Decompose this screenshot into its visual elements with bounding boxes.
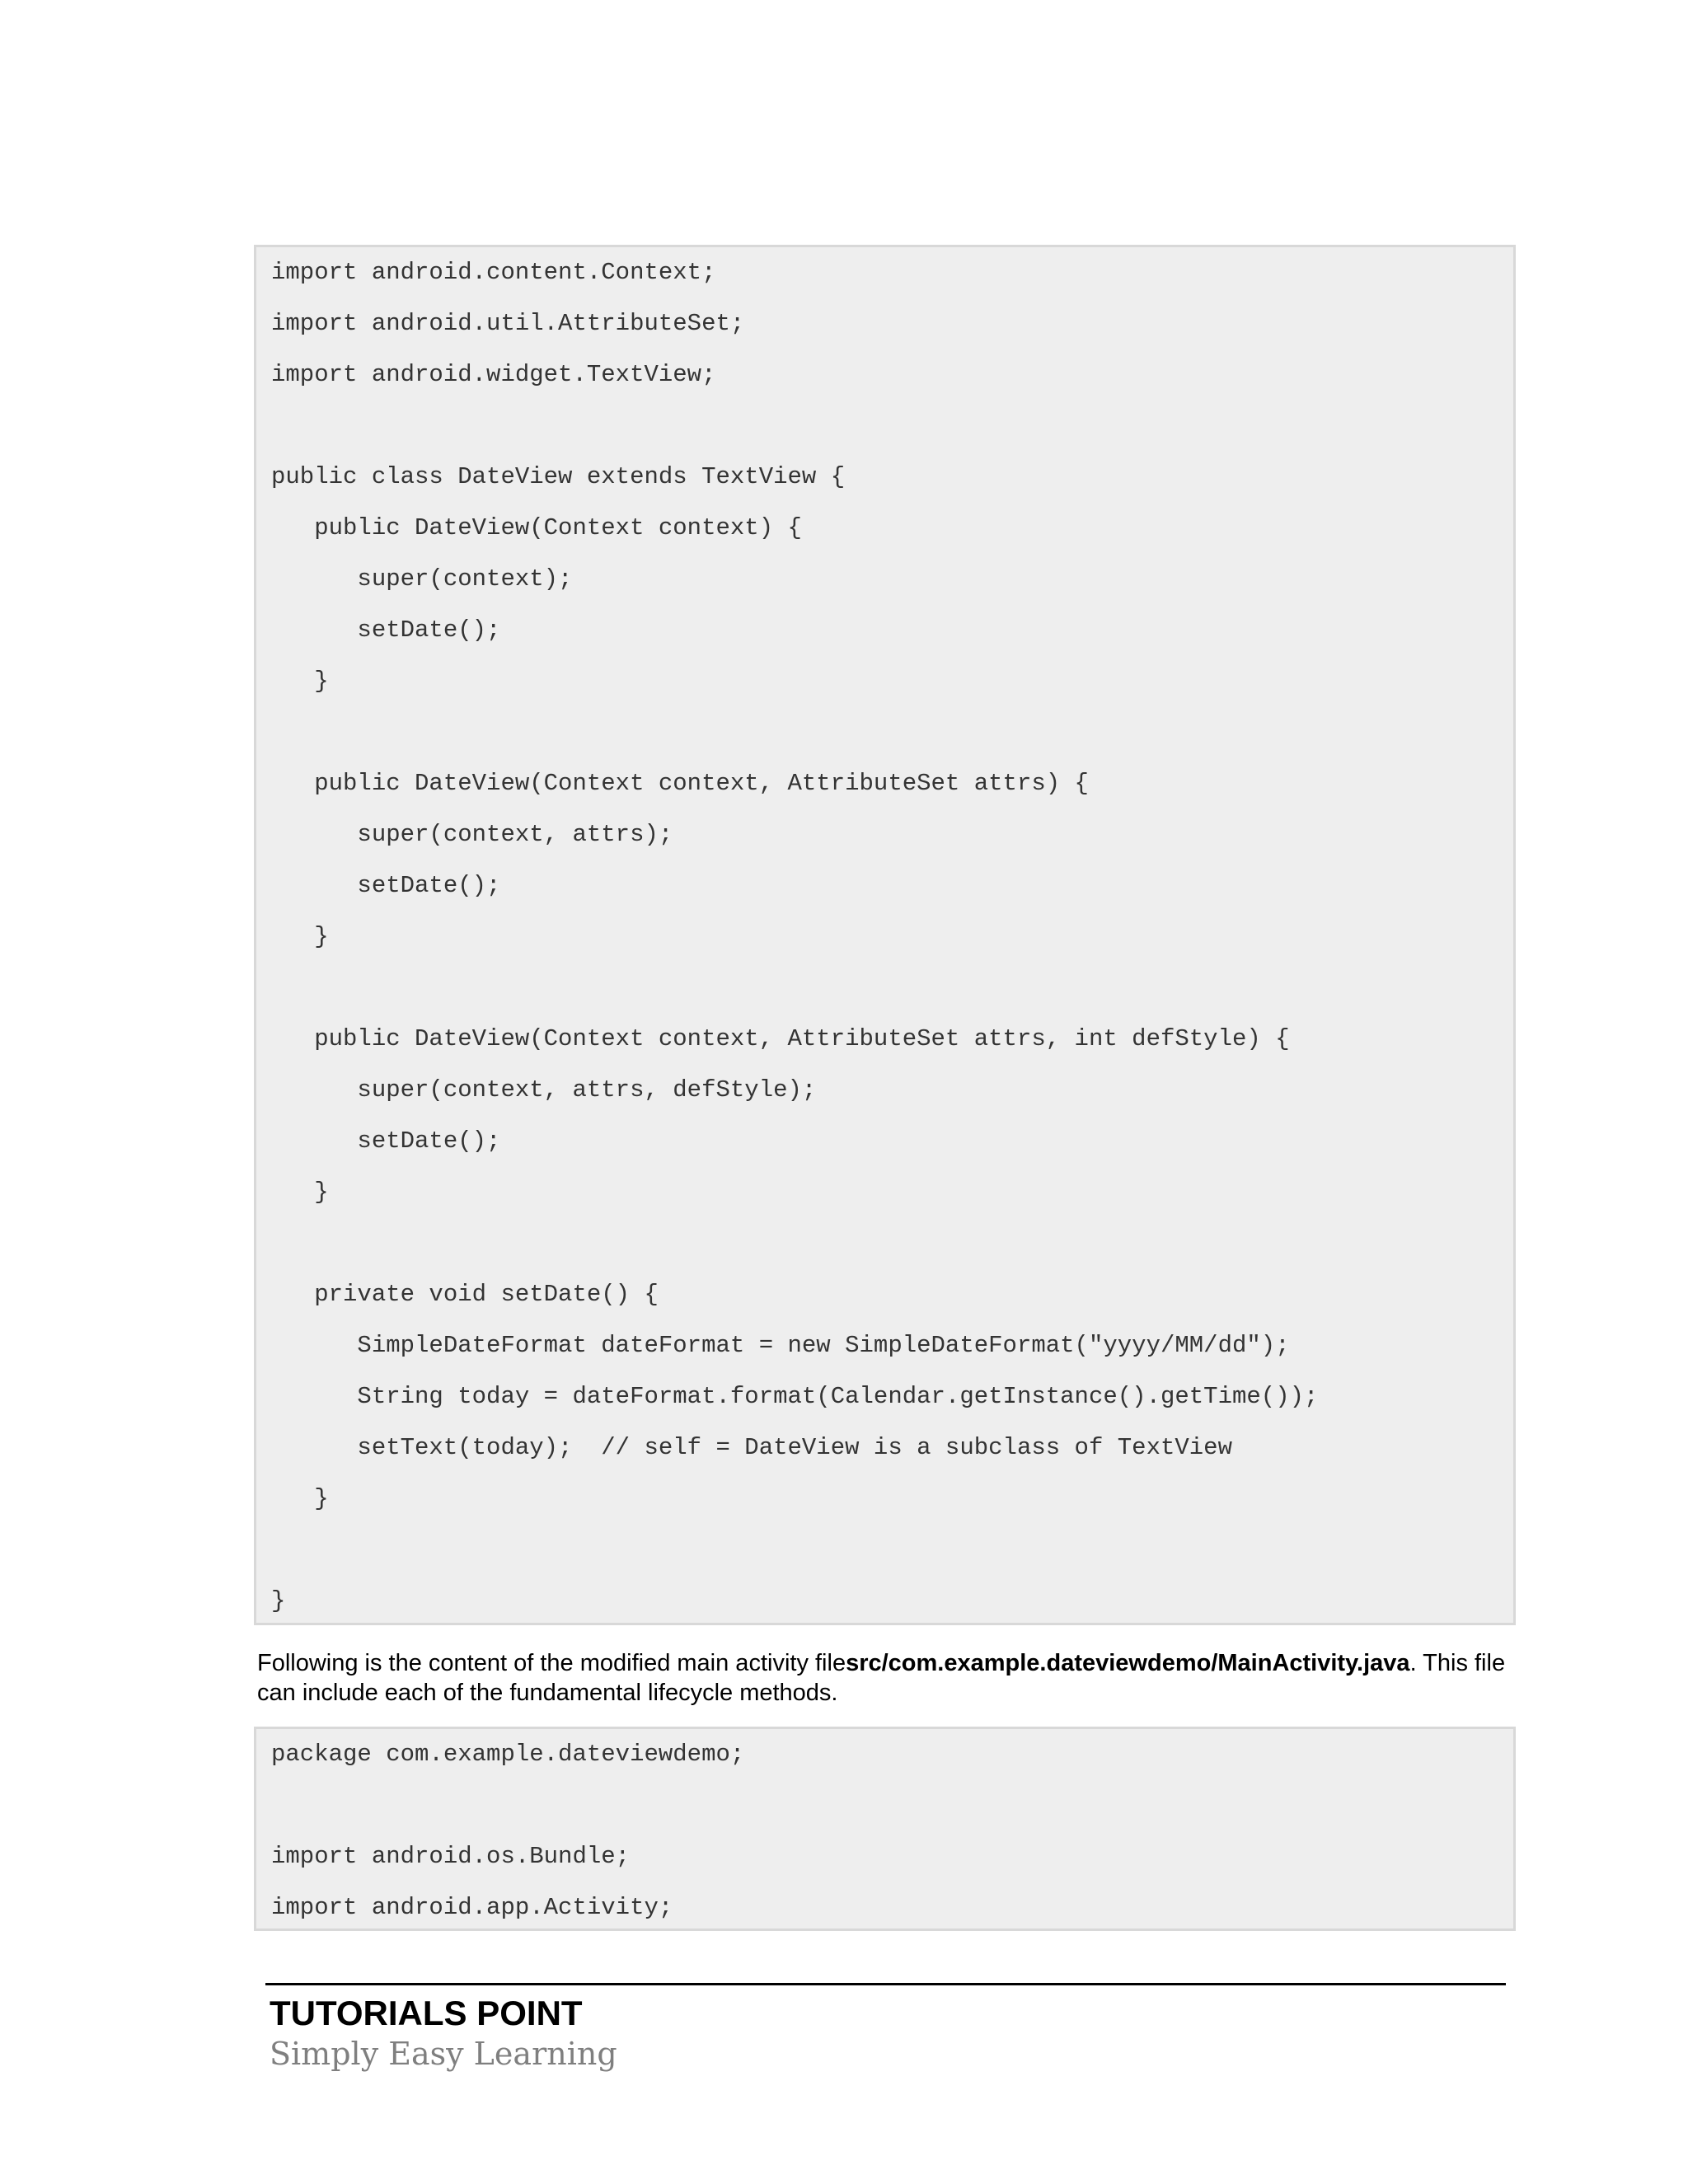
description-paragraph xyxy=(257,1648,1518,1708)
code-line xyxy=(271,1525,1513,1576)
code-line: public DateView(Context context) { xyxy=(271,514,802,541)
code-line: public DateView(Context context, AttributeSet attrs) { xyxy=(271,770,1089,797)
file-path: src/com.example.dateviewdemo/MainActivity.java xyxy=(846,1650,1410,1676)
code-block-dateview xyxy=(254,245,1516,1625)
code-line: SimpleDateFormat dateFormat = new SimpleDateFormat("yyyy/MM/dd"); xyxy=(271,1332,1290,1359)
code-line: setDate(); xyxy=(271,1127,501,1155)
code-line: } xyxy=(271,1485,329,1512)
code-line: import android.util.AttributeSet; xyxy=(271,310,745,337)
code-line xyxy=(271,963,1513,1014)
code-line: super(context, attrs); xyxy=(271,821,673,848)
code-line: setText(today); // self = DateView is a subclass of TextView xyxy=(271,1434,1232,1461)
code-line: super(context, attrs, defStyle); xyxy=(271,1076,817,1104)
code-line xyxy=(271,401,1513,452)
code-line: } xyxy=(271,1179,329,1206)
paragraph-text-end: . This file can include each of the fundamental lifecycle methods. xyxy=(257,1650,1506,1706)
code-line: private void setDate() { xyxy=(271,1281,659,1308)
code-line: import android.os.Bundle; xyxy=(271,1843,631,1870)
code-line: public DateView(Context context, AttributeSet attrs, int defStyle) { xyxy=(271,1025,1290,1052)
code-line: import android.widget.TextView; xyxy=(271,361,716,388)
code-line: setDate(); xyxy=(271,616,501,644)
code-line: } xyxy=(271,1587,286,1615)
footer-brand: TUTORIALS POINT xyxy=(270,1994,583,2032)
code-line: public class DateView extends TextView { xyxy=(271,463,846,490)
code-line xyxy=(271,707,1513,758)
code-lines xyxy=(271,1729,1513,1933)
footer-divider xyxy=(265,1983,1506,1985)
code-line: super(context); xyxy=(271,565,573,593)
code-line: String today = dateFormat.format(Calendar.getInstance().getTime()); xyxy=(271,1383,1319,1410)
code-line: package com.example.dateviewdemo; xyxy=(271,1741,745,1768)
code-block-mainactivity xyxy=(254,1727,1516,1931)
code-line: import android.app.Activity; xyxy=(271,1894,673,1921)
code-line: import android.content.Context; xyxy=(271,259,716,286)
code-line xyxy=(271,1218,1513,1269)
code-line: } xyxy=(271,668,329,695)
code-lines xyxy=(271,247,1513,1627)
paragraph-text: Following is the content of the modified main activity file xyxy=(257,1650,846,1676)
footer-tagline: Simply Easy Learning xyxy=(270,2036,617,2072)
code-line xyxy=(271,1780,1513,1831)
code-line: setDate(); xyxy=(271,872,501,899)
code-line: } xyxy=(271,923,329,950)
